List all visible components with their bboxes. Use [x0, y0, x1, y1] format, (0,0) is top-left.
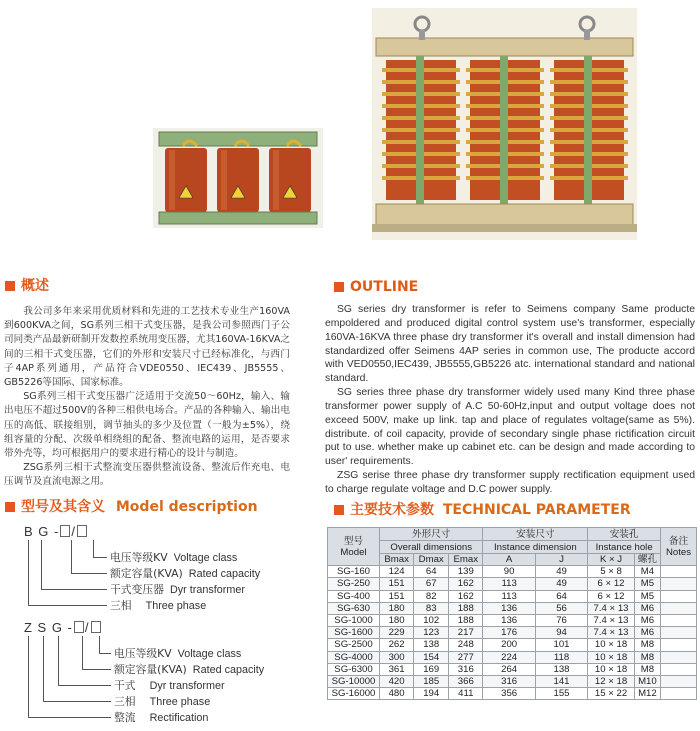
- heading-bullet-icon: [334, 505, 344, 515]
- table-cell: 151: [380, 578, 414, 590]
- table-cell: 83: [414, 602, 449, 614]
- table-cell: 5 × 8: [588, 566, 635, 578]
- table-cell: M4: [634, 566, 660, 578]
- table-cell: [661, 639, 697, 651]
- table-cell: 56: [535, 602, 587, 614]
- table-cell: 411: [449, 688, 483, 700]
- table-cell: 7.4 × 13: [588, 602, 635, 614]
- table-cell: 138: [535, 663, 587, 675]
- header-overall-cn: 外形尺寸: [380, 528, 483, 541]
- model-cell: SG-4000: [328, 651, 380, 663]
- table-cell: 155: [535, 688, 587, 700]
- table-cell: 169: [414, 663, 449, 675]
- table-cell: 262: [380, 639, 414, 651]
- model-cell: SG-1600: [328, 627, 380, 639]
- header-hole-en: Instance hole: [588, 541, 661, 554]
- tech-title-en: TECHNICAL PARAMETER: [442, 502, 631, 518]
- header-sub: A: [483, 554, 535, 566]
- table-cell: 154: [414, 651, 449, 663]
- model-cell: SG-10000: [328, 675, 380, 687]
- heading-bullet-icon: [334, 282, 344, 292]
- table-cell: M6: [634, 602, 660, 614]
- model-label: 电压等级KV Voltage class: [114, 647, 242, 660]
- header-sub: 螺孔: [634, 554, 660, 566]
- header-model: 型号 Model: [328, 528, 380, 566]
- table-cell: 480: [380, 688, 414, 700]
- table-cell: [661, 663, 697, 675]
- table-cell: 10 × 18: [588, 663, 635, 675]
- table-cell: M8: [634, 639, 660, 651]
- table-cell: 138: [414, 639, 449, 651]
- outline-paragraph: SG series three phase dry transformer widely used many Kind three phase transformer power supply of A.C 50-60Hz,input and output voltage does not exceed 500V, make up link. tap and place of regulates voltage(same as 5%). distribute. of coil capacity, provide of secondary single phase rictification circuit put to use. whether make up cabinet etc. can be design and made according to user' requirements.: [325, 387, 695, 468]
- table-cell: 277: [449, 651, 483, 663]
- table-cell: 248: [449, 639, 483, 651]
- model-cell: SG-630: [328, 602, 380, 614]
- table-cell: 217: [449, 627, 483, 639]
- table-cell: M5: [634, 590, 660, 602]
- table-cell: M8: [634, 663, 660, 675]
- overview-paragraph: SG系列三相干式变压器广泛适用于交流50～60Hz，输入、输出电压不超过500V的各种三相供电场合。产品的各种输入、输出电压的高低、联接组别，调节抽头的多少及位置（一般为±5%），绕组容量的分配、次级单相绕组的配备、整流电路的运用，是否要求带外壳等，均可根据用户的要求进行精心的设计与制造。: [4, 391, 290, 460]
- small-transformer-photo: [153, 128, 323, 228]
- table-cell: 420: [380, 675, 414, 687]
- table-cell: 113: [483, 590, 535, 602]
- header-sub: Dmax: [414, 554, 449, 566]
- table-cell: 10 × 18: [588, 651, 635, 663]
- leader-line: [28, 636, 111, 718]
- table-cell: [661, 602, 697, 614]
- table-cell: 12 × 18: [588, 675, 635, 687]
- table-cell: 162: [449, 578, 483, 590]
- table-row: [328, 688, 697, 700]
- model-label: 三相 Three phase: [114, 695, 211, 708]
- model-cell: SG-16000: [328, 688, 380, 700]
- overview-text: [4, 305, 290, 490]
- table-cell: 361: [380, 663, 414, 675]
- header-sub: J: [535, 554, 587, 566]
- table-cell: 264: [483, 663, 535, 675]
- table-cell: 194: [414, 688, 449, 700]
- table-cell: 123: [414, 627, 449, 639]
- table-cell: 102: [414, 614, 449, 626]
- table-cell: 6 × 12: [588, 590, 635, 602]
- outline-heading: [334, 280, 418, 294]
- table-cell: 185: [414, 675, 449, 687]
- table-cell: 224: [483, 651, 535, 663]
- overview-paragraph: ZSG系列三相干式整流变压器供整流设备、整流后作充电、电压调节及直流电源之用。: [4, 462, 290, 488]
- table-cell: 64: [414, 566, 449, 578]
- table-cell: M5: [634, 578, 660, 590]
- table-cell: 162: [449, 590, 483, 602]
- table-cell: [661, 590, 697, 602]
- header-notes: 备注 Notes: [661, 528, 697, 566]
- header-install-en: Instance dimension: [483, 541, 588, 554]
- header-hole-cn: 安装孔: [588, 528, 661, 541]
- model-label: 干式变压器 Dyr transformer: [110, 583, 245, 596]
- table-cell: 180: [380, 602, 414, 614]
- table-cell: 10 × 18: [588, 639, 635, 651]
- table-cell: 113: [483, 578, 535, 590]
- table-cell: M10: [634, 675, 660, 687]
- table-cell: M12: [634, 688, 660, 700]
- table-cell: 118: [535, 651, 587, 663]
- header-overall-en: Overall dimensions: [380, 541, 483, 554]
- table-row: [328, 651, 697, 663]
- heading-bullet-icon: [5, 281, 15, 291]
- model-label: 电压等级KV Voltage class: [110, 551, 238, 564]
- table-cell: [661, 614, 697, 626]
- model-cell: SG-400: [328, 590, 380, 602]
- table-cell: 124: [380, 566, 414, 578]
- table-cell: 94: [535, 627, 587, 639]
- table-cell: 90: [483, 566, 535, 578]
- table-cell: M8: [634, 651, 660, 663]
- table-cell: M6: [634, 614, 660, 626]
- table-cell: 15 × 22: [588, 688, 635, 700]
- header-sub: K × J: [588, 554, 635, 566]
- sg-model-diagram: [24, 524, 324, 614]
- table-row: [328, 639, 697, 651]
- model-cell: SG-6300: [328, 663, 380, 675]
- table-row: [328, 675, 697, 687]
- model-title-en: Model description: [115, 499, 258, 515]
- model-cell: SG-2500: [328, 639, 380, 651]
- table-cell: 176: [483, 627, 535, 639]
- tech-title-cn: 主要技术参数: [350, 502, 434, 518]
- outline-paragraph: ZSG serise three phase dry transformer supply rectification equipment used to charge regulate voltage and D.C power supply.: [325, 470, 695, 495]
- table-row: [328, 578, 697, 590]
- table-cell: M6: [634, 627, 660, 639]
- table-cell: 300: [380, 651, 414, 663]
- table-cell: 101: [535, 639, 587, 651]
- table-cell: [661, 688, 697, 700]
- leader-line: [28, 540, 107, 606]
- overview-paragraph: 我公司多年来采用优质材料和先进的工艺技术专业生产160VA到600KVA之间，SG系列三相干式变压器，是我公司参照西门子公司同类产品最新研制开发数控系统用变压器，尤其160VA-16KVA之间的三相干式变压器，它们的外形和安装尺寸已经标准化，与西门子4AP系列通用，产品符合VDE0550、IEC439、JB5555、GB5226等国际、国家标准。: [4, 306, 290, 389]
- model-label: 整流 Rectification: [114, 711, 209, 724]
- table-row: [328, 602, 697, 614]
- table-cell: 141: [535, 675, 587, 687]
- table-row: [328, 614, 697, 626]
- zsg-model-diagram: [24, 620, 324, 730]
- table-cell: 7.4 × 13: [588, 627, 635, 639]
- table-cell: 316: [449, 663, 483, 675]
- code-box: [74, 621, 84, 633]
- header-sub: Bmax: [380, 554, 414, 566]
- table-cell: 76: [535, 614, 587, 626]
- large-transformer-photo: [372, 8, 637, 240]
- table-cell: 64: [535, 590, 587, 602]
- model-cell: SG-160: [328, 566, 380, 578]
- model-label: 三相 Three phase: [110, 599, 207, 612]
- heading-bullet-icon: [5, 502, 15, 512]
- code-box: [60, 525, 70, 537]
- table-cell: 6 × 12: [588, 578, 635, 590]
- header-install-cn: 安装尺寸: [483, 528, 588, 541]
- table-cell: 136: [483, 602, 535, 614]
- zsg-model-code: Z S G - /: [24, 620, 102, 635]
- model-label: 干式 Dyr transformer: [114, 679, 225, 692]
- model-label: 额定容量(KVA) Rated capacity: [114, 663, 265, 676]
- table-cell: [661, 675, 697, 687]
- table-cell: 188: [449, 602, 483, 614]
- table-cell: 82: [414, 590, 449, 602]
- outline-text: [325, 303, 695, 497]
- table-cell: 49: [535, 578, 587, 590]
- table-cell: 316: [483, 675, 535, 687]
- model-title-cn: 型号及其含义: [21, 499, 105, 515]
- header-sub: Emax: [449, 554, 483, 566]
- outline-title: OUTLINE: [350, 279, 419, 295]
- model-heading: [5, 500, 258, 514]
- table-cell: 366: [449, 675, 483, 687]
- overview-heading: [5, 279, 49, 293]
- sg-model-code: B G - /: [24, 524, 88, 539]
- table-cell: 136: [483, 614, 535, 626]
- tech-parameter-table: [327, 527, 697, 700]
- overview-title: 概述: [21, 278, 49, 294]
- table-row: [328, 663, 697, 675]
- table-cell: [661, 627, 697, 639]
- model-cell: SG-250: [328, 578, 380, 590]
- table-row: [328, 590, 697, 602]
- table-cell: 151: [380, 590, 414, 602]
- table-cell: 139: [449, 566, 483, 578]
- table-row: [328, 566, 697, 578]
- code-box: [77, 525, 87, 537]
- table-cell: 356: [483, 688, 535, 700]
- table-cell: [661, 651, 697, 663]
- table-cell: 7.4 × 13: [588, 614, 635, 626]
- tech-table-body: [328, 566, 697, 700]
- table-cell: 229: [380, 627, 414, 639]
- tech-heading: [334, 503, 631, 517]
- table-row: [328, 627, 697, 639]
- table-cell: [661, 578, 697, 590]
- model-label: 额定容量(KVA) Rated capacity: [110, 567, 261, 580]
- table-cell: 67: [414, 578, 449, 590]
- table-cell: 188: [449, 614, 483, 626]
- model-cell: SG-1000: [328, 614, 380, 626]
- table-cell: 49: [535, 566, 587, 578]
- table-cell: 200: [483, 639, 535, 651]
- table-cell: 180: [380, 614, 414, 626]
- table-cell: [661, 566, 697, 578]
- code-box: [91, 621, 101, 633]
- outline-paragraph: SG series dry transformer is refer to Seimens company Same producte empoldered and produced digital control system use's transformer, especially 160VA-16KVA three phase dry transformer it's overall and install dimension had standardized offer Seimens 4AP series in common use, The producte accord with VED0550,IEC439, JB5555,GB5226 atc. international standard and national standard.: [325, 304, 695, 385]
